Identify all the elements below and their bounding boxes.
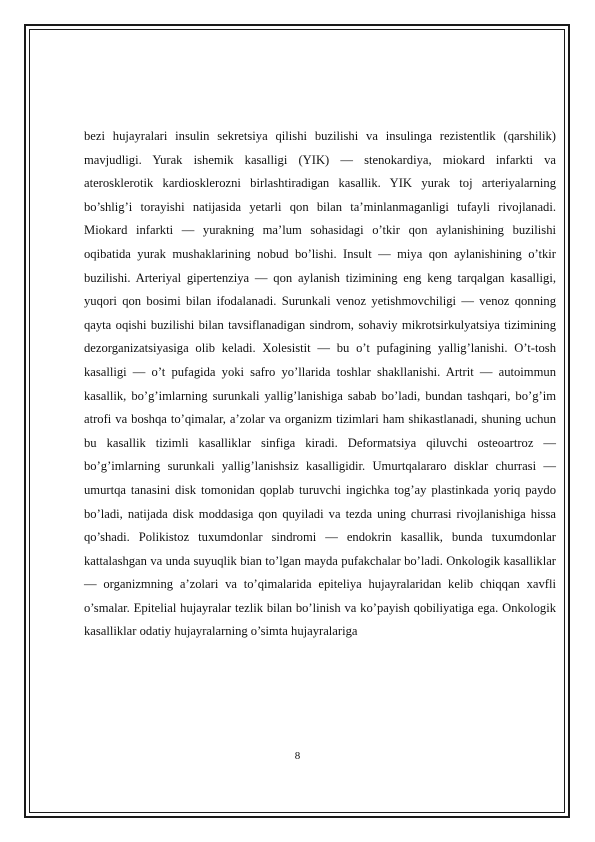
page-number: 8 [294, 750, 301, 762]
body-paragraph: bezi hujayralari insulin sekretsiya qilishi buzilishi va insulinga rezistentlik (qarshilik) mavjudligi. Yurak ishemik kasalligi (YIK) — stenokardiya, miokard infarkti va aterosklerotik kardiosklerozni birlashtiradigan kasallik. YIK yurak toj arteriyalarning bo’shlig’i torayishi natijasida yetarli qon bilan ta’minlanmaganligi tufayli rivojlanadi. Miokard infarkti — yurakning ma’lum sohasidagi o’tkir qon aylanishining buzilishi oqibatida yurak mushaklarining nobud bo’lishi. Insult — miya qon aylanishining o’tkir buzilishi. Arteriyal gipertenziya — qon aylanish tizimining eng keng tarqalgan kasalligi, yuqori qon bosimi bilan ifodalanadi. Surunkali venoz yetishmovchiligi — venoz qonning qayta oqishi buzilishi bilan tavsiflanadigan sindrom, sohaviy mikrotsirkulyatsiya tizimining dezorganizatsiyasiga olib keladi. Xolesistit — bu o’t pufagining yallig’lanishi. O’t-tosh kasalligi — o’t pufagida yoki safro yo’llarida toshlar shakllanishi. Artrit — autoimmun kasallik, bo’g’imlarning surunkali yallig’lanishiga sabab bo’ladi, bundan tashqari, bo’g’im atrofi va boshqa to’qimalar, a’zolar va organizm tizimlari ham shikastlanadi, shuning uchun bu kasallik tizimli kasalliklar sinfiga kiradi. Deformatsiya qiluvchi osteoartroz — bo’g’imlarning surunkali yallig’lanishsiz kasalligidir. Umurtqalararo disklar churrasi — umurtqa tanasini disk tomonidan qoplab turuvchi ingichka tog’ay plastinkada yoriq paydo bo’ladi, natijada disk moddasiga qon quyiladi va tezda uning churrasi rivojlanishiga hissa qo’shadi. Polikistoz tuxumdonlar sindromi — endokrin kasallik, bunda tuxumdonlar kattalashgan va unda suyuqlik bian to’lgan mayda pufakchalar bo’ladi. Onkologik kasalliklar — organizmning a’zolari va to’qimalarida epiteliya hujayralaridan kelib chiqqan xavfli o’smalar. Epitelial hujayralar tezlik bilan bo’linish va ko’payish qobiliyatiga ega. Onkologik kasalliklar odatiy hujayralarning o’simta hujayralariga [84, 129, 556, 639]
